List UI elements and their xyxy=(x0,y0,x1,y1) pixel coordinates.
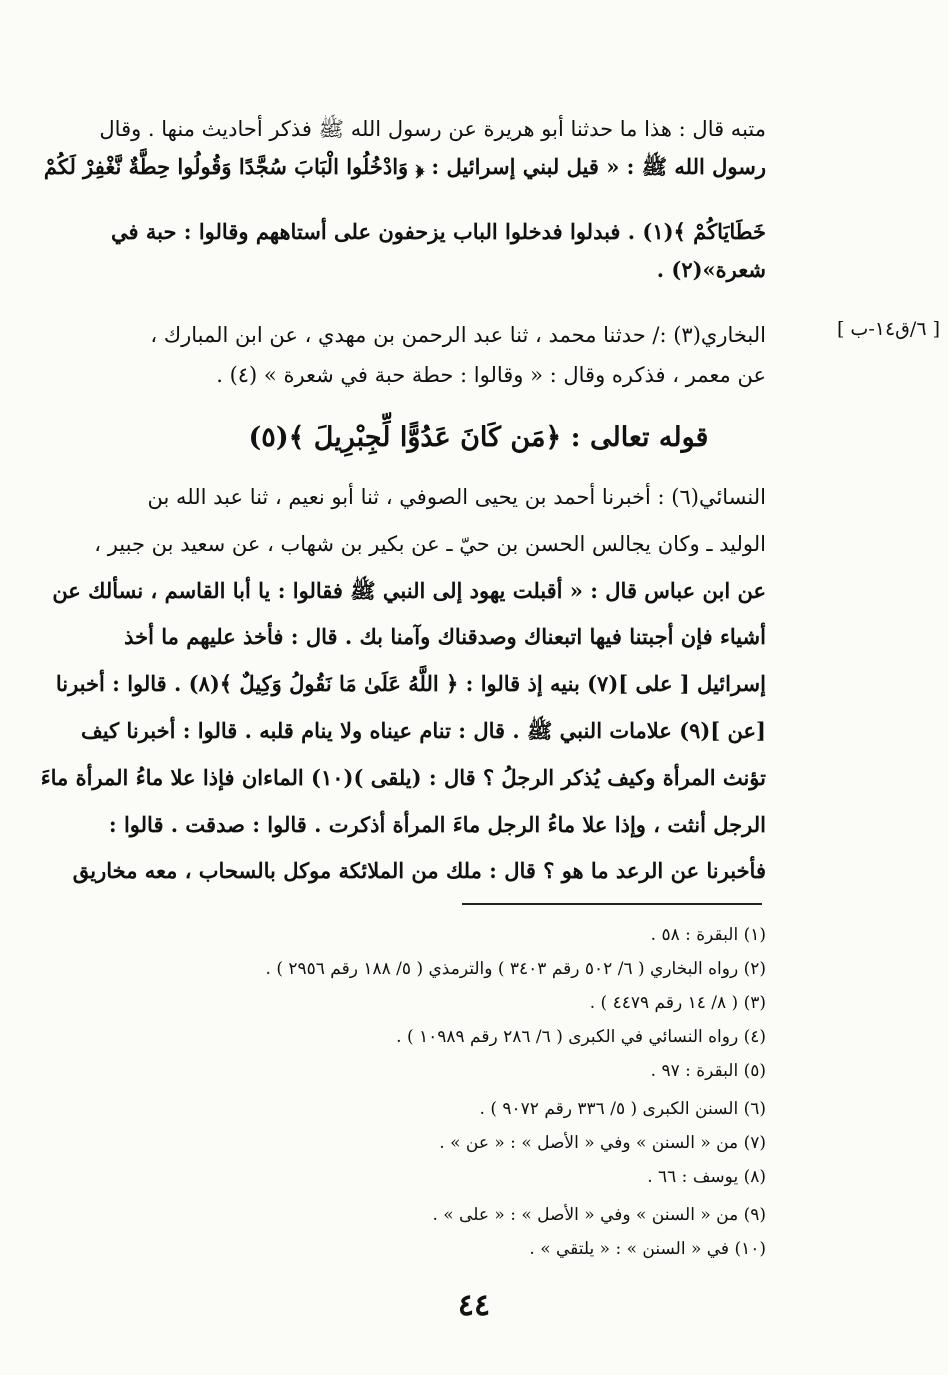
footnote: (١٠) في « السنن » : « يلتقي » . xyxy=(529,1239,766,1259)
footnote-divider xyxy=(462,903,762,905)
section-heading: قوله تعالى : ﴿مَن كَانَ عَدُوًّا لِّجِبْرِيلَ ﴾(٥) xyxy=(248,422,709,453)
footnote: (٢) رواه البخاري ( ٦/ ٥٠٢ رقم ٣٤٠٣ ) والترمذي ( ٥/ ١٨٨ رقم ٢٩٥٦ ) . xyxy=(265,959,766,979)
footnote: (٣) ( ٨/ ١٤ رقم ٤٤٧٩ ) . xyxy=(589,993,766,1013)
footnote: (٨) يوسف : ٦٦ . xyxy=(647,1167,766,1187)
body-line: [عن ](٩) علامات النبي ﷺ . قال : تنام عيناه ولا ينام قلبه . قالوا : أخبرنا كيف xyxy=(81,718,766,743)
body-line: إسرائيل [ على ](٧) بنيه إذ قالوا : ﴿ اللَّهُ عَلَىٰ مَا نَقُولُ وَكِيلٌ ﴾(٨) . قالوا : أخبرنا xyxy=(55,671,766,696)
margin-folio-note: [ ٦/ق١٤-ب ] xyxy=(836,318,940,340)
footnote: (٦) السنن الكبرى ( ٥/ ٣٣٦ رقم ٩٠٧٢ ) . xyxy=(479,1099,766,1119)
body-line: رسول الله ﷺ : « قيل لبني إسرائيل : ﴿ وَادْخُلُوا الْبَابَ سُجَّدًا وَقُولُوا حِطَّةٌ نَّغْفِرْ لَكُمْ xyxy=(43,154,766,179)
body-line: خَطَايَاكُمْ ﴾(١) . فبدلوا فدخلوا الباب يزحفون على أستاههم وقالوا : حبة في xyxy=(111,219,766,244)
body-line: النسائي(٦) : أخبرنا أحمد بن يحيى الصوفي ، ثنا أبو نعيم ، ثنا عبد الله بن xyxy=(147,485,766,509)
body-line: متبه قال : هذا ما حدثنا أبو هريرة عن رسول الله ﷺ فذكر أحاديث منها . وقال xyxy=(99,117,766,141)
body-line: عن ابن عباس قال : « أقبلت يهود إلى النبي ﷺ فقالوا : يا أبا القاسم ، نسألك عن xyxy=(52,578,766,603)
body-line: تؤنث المرأة وكيف يُذكر الرجلُ ؟ قال : (يلقى )(١٠) الماءان فإذا علا ماءُ المرأة ماءَ xyxy=(40,765,766,790)
body-line: الرجل أنثت ، وإذا علا ماءُ الرجل ماءَ المرأة أذكرت . قالوا : صدقت . قالوا : xyxy=(108,812,766,837)
footnote: (١) البقرة : ٥٨ . xyxy=(650,925,766,945)
body-line: أشياء فإن أجبتنا فيها اتبعناك وصدقناك وآمنا بك . قال : فأخذ عليهم ما أخذ xyxy=(124,624,766,649)
footnote: (٧) من « السنن » وفي « الأصل » : « عن » . xyxy=(439,1133,766,1153)
body-line: البخاري(٣) :/ حدثنا محمد ، ثنا عبد الرحمن بن مهدي ، عن ابن المبارك ، xyxy=(150,323,766,347)
body-line: عن معمر ، فذكره وقال : « وقالوا : حطة حبة في شعرة » (٤) . xyxy=(216,363,766,387)
footnote: (٤) رواه النسائي في الكبرى ( ٦/ ٢٨٦ رقم ١٠٩٨٩ ) . xyxy=(396,1027,766,1047)
body-line: الوليد ـ وكان يجالس الحسن بن حيّ ـ عن بكير بن شهاب ، عن سعيد بن جبير ، xyxy=(94,532,766,556)
body-line: شعرة»(٢) . xyxy=(656,257,766,282)
footnote: (٩) من « السنن » وفي « الأصل » : « على » . xyxy=(432,1205,766,1225)
footnote: (٥) البقرة : ٩٧ . xyxy=(650,1061,766,1081)
page-number: ٤٤ xyxy=(457,1288,491,1323)
body-line: فأخبرنا عن الرعد ما هو ؟ قال : ملك من الملائكة موكل بالسحاب ، معه مخاريق xyxy=(72,858,766,883)
